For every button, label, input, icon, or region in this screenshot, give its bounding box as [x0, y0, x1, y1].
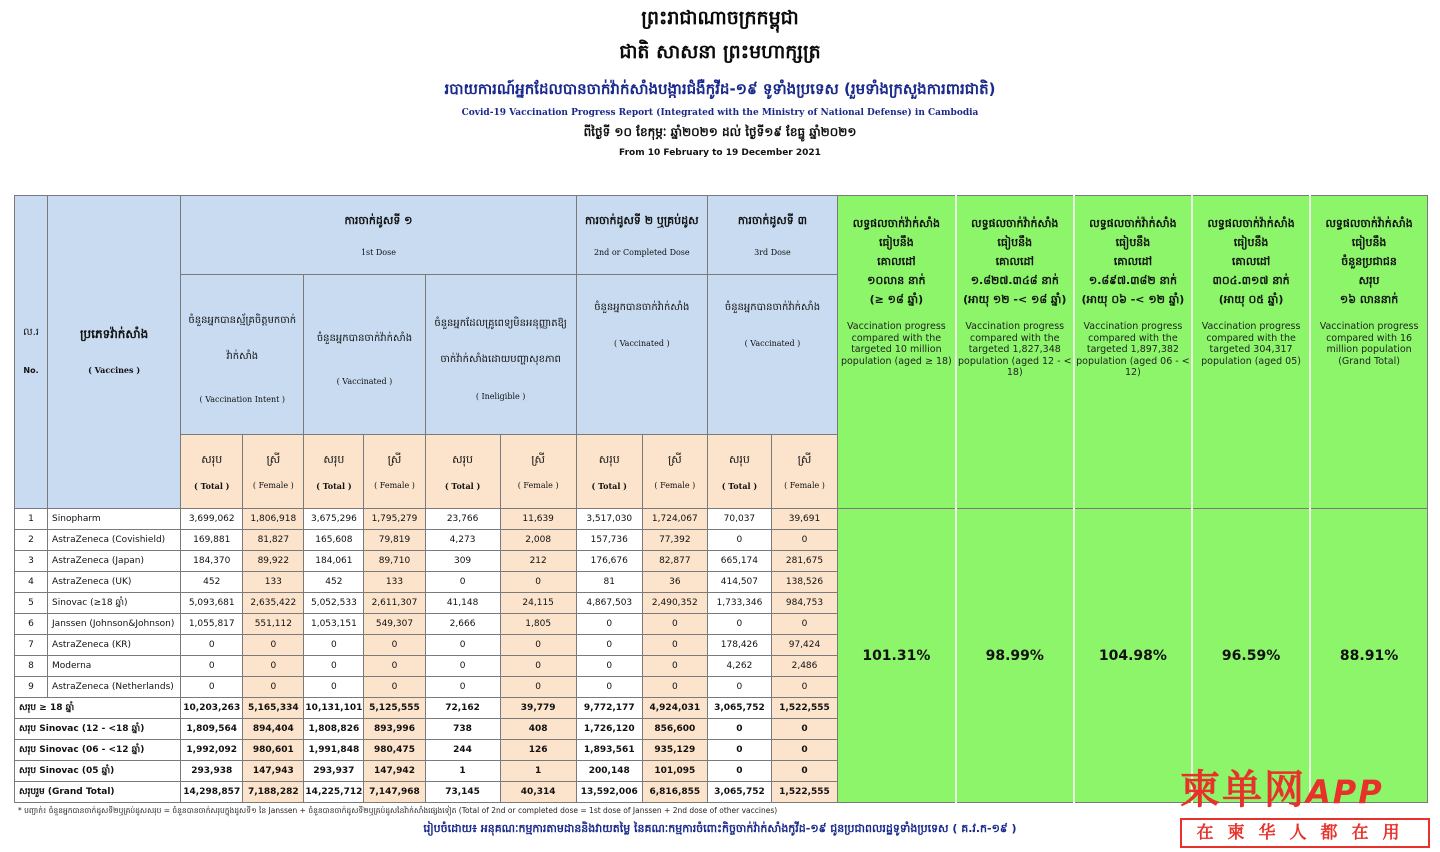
- total-count: 1,809,564: [181, 719, 243, 740]
- total-count: 9,772,177: [576, 698, 642, 719]
- total-count: 200,148: [576, 761, 642, 782]
- total-count: 0: [181, 656, 243, 677]
- female-header: ស្រី ( Female ): [243, 435, 304, 509]
- total-count: 1,053,151: [304, 614, 364, 635]
- female-count: 1,805: [500, 614, 576, 635]
- row-number: 8: [15, 656, 48, 677]
- female-count: 40,314: [500, 782, 576, 803]
- total-count: 2,666: [425, 614, 500, 635]
- female-count: 147,942: [364, 761, 425, 782]
- female-count: 935,129: [642, 740, 707, 761]
- total-count: 13,592,006: [576, 782, 642, 803]
- female-count: 82,877: [642, 551, 707, 572]
- total-count: 0: [425, 656, 500, 677]
- report-title-en: Covid-19 Vaccination Progress Report (Integrated with the Ministry of National Defense) in Cambodia: [461, 108, 979, 118]
- total-count: 169,881: [181, 530, 243, 551]
- target-progress-value: 98.99%: [956, 509, 1074, 803]
- total-count: 178,426: [707, 635, 771, 656]
- total-count: 0: [707, 530, 771, 551]
- female-count: 2,611,307: [364, 593, 425, 614]
- total-header: សរុប ( Total ): [181, 435, 243, 509]
- total-count: 244: [425, 740, 500, 761]
- total-count: 184,061: [304, 551, 364, 572]
- total-count: 665,174: [707, 551, 771, 572]
- female-count: 551,112: [243, 614, 304, 635]
- total-count: 452: [304, 572, 364, 593]
- dose2-header: ការចាក់ដូសទី ២ ឬគ្រប់ដូស 2nd or Completed Dose: [576, 196, 707, 275]
- total-count: 0: [576, 677, 642, 698]
- dose2-vaccinated-header: ចំនួនអ្នកបានចាក់វ៉ាក់សាំង ( Vaccinated ): [576, 275, 707, 435]
- total-count: 176,676: [576, 551, 642, 572]
- total-count: 5,052,533: [304, 593, 364, 614]
- total-count: 0: [181, 677, 243, 698]
- source-note: រៀបចំដោយ៖ អនុគណៈកម្មការតាមដាននិងវាយតម្លៃ នៃគណៈកម្មការចំពោះកិច្ចចាក់វ៉ាក់សាំងកូវីដ-១៩ ជូនប្រជាពលរដ្ឋទូទាំងប្រទេស ( គ.វ.ក-១៩ ): [423, 822, 1017, 835]
- female-count: 0: [364, 677, 425, 698]
- total-count: 165,608: [304, 530, 364, 551]
- female-count: 89,922: [243, 551, 304, 572]
- female-count: 97,424: [771, 635, 837, 656]
- table-body: [15, 509, 1428, 803]
- female-count: 984,753: [771, 593, 837, 614]
- female-header: ស្រី ( Female ): [364, 435, 425, 509]
- female-count: 0: [364, 635, 425, 656]
- total-count: 3,065,752: [707, 782, 771, 803]
- female-count: 101,095: [642, 761, 707, 782]
- row-number: 1: [15, 509, 48, 530]
- female-count: 1,522,555: [771, 782, 837, 803]
- target-12-18-header: លទ្ធផលចាក់វ៉ាក់សាំង ធៀបនឹង គោលដៅ ១.៨២៧.៣៤៨ នាក់ (អាយុ ១២ -< ១៨ ឆ្នាំ) Vaccination progress compared with the targeted 1,827,348 population (aged 12 - < 18): [956, 196, 1074, 509]
- female-count: 1,724,067: [642, 509, 707, 530]
- total-count: 4,262: [707, 656, 771, 677]
- target-06-12-header: លទ្ធផលចាក់វ៉ាក់សាំង ធៀបនឹង គោលដៅ ១.៨៩៧.៣៨២ នាក់ (អាយុ ០៦ -< ១២ ឆ្នាំ) Vaccination progress compared with the targeted 1,897,382 population (aged 06 - < 12): [1074, 196, 1192, 509]
- female-count: 7,188,282: [243, 782, 304, 803]
- vaccination-table: [14, 195, 1428, 803]
- female-count: 79,819: [364, 530, 425, 551]
- total-count: 10,203,263: [181, 698, 243, 719]
- female-count: 0: [500, 656, 576, 677]
- report-title-kh: របាយការណ៍អ្នកដែលបានចាក់វ៉ាក់សាំងបង្ការជំងឺកូវីដ-១៩ ទូទាំងប្រទេស (រួមទាំងក្រសួងការពារជាតិ): [444, 80, 996, 98]
- dose3-vaccinated-header: ចំនួនអ្នកបានចាក់វ៉ាក់សាំង ( Vaccinated ): [707, 275, 837, 435]
- female-count: 1,522,555: [771, 698, 837, 719]
- female-count: 0: [771, 530, 837, 551]
- total-header: សរុប ( Total ): [707, 435, 771, 509]
- female-count: 126: [500, 740, 576, 761]
- total-count: 0: [181, 635, 243, 656]
- female-count: 138,526: [771, 572, 837, 593]
- dose3-header: ការចាក់ដូសទី ៣ 3rd Dose: [707, 196, 837, 275]
- total-count: 3,699,062: [181, 509, 243, 530]
- watermark-app: APP: [1306, 773, 1384, 811]
- country-title: ព្រះរាជាណាចក្រកម្ពុជា: [641, 7, 799, 29]
- female-count: 856,600: [642, 719, 707, 740]
- female-header: ស្រី ( Female ): [500, 435, 576, 509]
- female-count: 0: [642, 677, 707, 698]
- female-count: 0: [771, 614, 837, 635]
- total-count: 1,992,092: [181, 740, 243, 761]
- female-count: 36: [642, 572, 707, 593]
- total-count: 293,938: [181, 761, 243, 782]
- total-count: 0: [304, 635, 364, 656]
- female-count: 2,008: [500, 530, 576, 551]
- female-count: 81,827: [243, 530, 304, 551]
- row-number: 4: [15, 572, 48, 593]
- female-count: 2,490,352: [642, 593, 707, 614]
- female-count: 0: [771, 719, 837, 740]
- target-05-header: លទ្ធផលចាក់វ៉ាក់សាំង ធៀបនឹង គោលដៅ ៣០៤.៣១៧ នាក់ (អាយុ ០៥ ឆ្នាំ) Vaccination progress compared with the targeted 304,317 population (aged 05): [1192, 196, 1310, 509]
- female-count: 5,125,555: [364, 698, 425, 719]
- female-count: 980,475: [364, 740, 425, 761]
- total-header: សរុប ( Total ): [425, 435, 500, 509]
- total-count: 70,037: [707, 509, 771, 530]
- total-count: 0: [707, 761, 771, 782]
- female-count: 39,691: [771, 509, 837, 530]
- female-count: 89,710: [364, 551, 425, 572]
- female-count: 549,307: [364, 614, 425, 635]
- female-count: 133: [243, 572, 304, 593]
- female-count: 147,943: [243, 761, 304, 782]
- summary-label: សរុប Sinovac (05 ឆ្នាំ): [15, 761, 181, 782]
- total-count: 0: [576, 614, 642, 635]
- vaccine-name: Sinovac (≥18 ឆ្នាំ): [48, 593, 181, 614]
- female-count: 408: [500, 719, 576, 740]
- female-count: 893,996: [364, 719, 425, 740]
- total-count: 0: [425, 572, 500, 593]
- period-en: From 10 February to 19 December 2021: [619, 148, 821, 158]
- vaccine-name: Moderna: [48, 656, 181, 677]
- vaccine-name: AstraZeneca (Netherlands): [48, 677, 181, 698]
- female-count: 0: [364, 656, 425, 677]
- total-count: 3,065,752: [707, 698, 771, 719]
- female-count: 0: [642, 614, 707, 635]
- total-count: 23,766: [425, 509, 500, 530]
- total-count: 0: [707, 719, 771, 740]
- female-count: 2,635,422: [243, 593, 304, 614]
- female-count: 0: [771, 761, 837, 782]
- female-count: 0: [243, 656, 304, 677]
- row-number: 6: [15, 614, 48, 635]
- total-count: 0: [707, 677, 771, 698]
- vaccine-name: Janssen (Johnson&Johnson): [48, 614, 181, 635]
- summary-label: សរុប Sinovac (06 - <12 ឆ្នាំ): [15, 740, 181, 761]
- row-number: 3: [15, 551, 48, 572]
- total-count: 0: [576, 656, 642, 677]
- total-count: 41,148: [425, 593, 500, 614]
- table-row: [15, 509, 1428, 530]
- summary-label: សរុប ≥ 18 ឆ្នាំ: [15, 698, 181, 719]
- total-header: សរុប ( Total ): [576, 435, 642, 509]
- total-count: 3,675,296: [304, 509, 364, 530]
- target-adults-header: លទ្ធផលចាក់វ៉ាក់សាំង ធៀបនឹង គោលដៅ ១០លាន នាក់ (≥ ១៨ ឆ្នាំ) Vaccination progress compared with the targeted 10 million population (aged ≥ 18): [838, 196, 956, 509]
- total-count: 14,225,712: [304, 782, 364, 803]
- footnote: * បញ្ជាក់៖ ចំនួនអ្នកបានចាក់ដូសទី២ឬគ្រប់ដូសសរុប = ចំនួនបានចាក់សរុបក្នុងដូសទី១ នៃ Janssen + ចំនួនបានចាក់ដូសទី២ឬគ្រប់ដូសនៃវ៉ាក់សាំងផ្សេងទៀត (Total of 2nd or completed dose = 1st dose of Janssen + 2nd dose of other vaccines): [18, 806, 778, 815]
- col-no-header: ល.រ No.: [15, 196, 48, 509]
- female-count: 1,806,918: [243, 509, 304, 530]
- period-kh: ពីថ្ងៃទី ១០ ខែកុម្ភៈ ឆ្នាំ២០២១ ដល់ ថ្ងៃទី១៩ ខែធ្នូ ឆ្នាំ២០២១: [583, 125, 857, 139]
- total-count: 1,893,561: [576, 740, 642, 761]
- female-count: 0: [500, 572, 576, 593]
- watermark-brand: 柬单网: [1180, 767, 1306, 813]
- female-count: 212: [500, 551, 576, 572]
- total-count: 10,131,101: [304, 698, 364, 719]
- summary-label: សរុបរួម (Grand Total): [15, 782, 181, 803]
- total-count: 0: [425, 677, 500, 698]
- total-count: 1,991,848: [304, 740, 364, 761]
- female-count: 0: [771, 740, 837, 761]
- female-count: 77,392: [642, 530, 707, 551]
- total-count: 293,937: [304, 761, 364, 782]
- total-count: 3,517,030: [576, 509, 642, 530]
- total-header: សរុប ( Total ): [304, 435, 364, 509]
- row-number: 9: [15, 677, 48, 698]
- target-progress-value: 104.98%: [1074, 509, 1192, 803]
- dose1-header: ការចាក់ដូសទី ១ 1st Dose: [181, 196, 577, 275]
- total-count: 309: [425, 551, 500, 572]
- female-header: ស្រី ( Female ): [642, 435, 707, 509]
- total-count: 452: [181, 572, 243, 593]
- total-count: 184,370: [181, 551, 243, 572]
- target-grand-header: លទ្ធផលចាក់វ៉ាក់សាំង ធៀបនឹង ចំនួនប្រជាជន សរុប ១៦ លាននាក់ Vaccination progress compared with 16 million population (Grand Total): [1310, 196, 1427, 509]
- vaccine-name: AstraZeneca (UK): [48, 572, 181, 593]
- female-count: 0: [500, 677, 576, 698]
- female-count: 0: [642, 635, 707, 656]
- watermark-slogan: 在柬华人都在用: [1180, 818, 1430, 848]
- total-count: 1,726,120: [576, 719, 642, 740]
- total-count: 414,507: [707, 572, 771, 593]
- female-count: 0: [642, 656, 707, 677]
- female-count: 39,779: [500, 698, 576, 719]
- vaccine-name: AstraZeneca (KR): [48, 635, 181, 656]
- female-count: 894,404: [243, 719, 304, 740]
- total-count: 4,867,503: [576, 593, 642, 614]
- female-count: 1,795,279: [364, 509, 425, 530]
- female-count: 0: [500, 635, 576, 656]
- total-count: 0: [304, 656, 364, 677]
- row-number: 2: [15, 530, 48, 551]
- female-count: 4,924,031: [642, 698, 707, 719]
- total-count: 14,298,857: [181, 782, 243, 803]
- total-count: 0: [707, 740, 771, 761]
- row-number: 7: [15, 635, 48, 656]
- total-count: 0: [576, 635, 642, 656]
- total-count: 157,736: [576, 530, 642, 551]
- female-count: 0: [771, 677, 837, 698]
- total-count: 1: [425, 761, 500, 782]
- female-count: 2,486: [771, 656, 837, 677]
- vaccinated-header: ចំនួនអ្នកបានចាក់វ៉ាក់សាំង ( Vaccinated ): [304, 275, 425, 435]
- vaccine-name: AstraZeneca (Japan): [48, 551, 181, 572]
- total-count: 72,162: [425, 698, 500, 719]
- col-vaccine-header: ប្រភេទវ៉ាក់សាំង ( Vaccines ): [48, 196, 181, 509]
- intent-header: ចំនួនអ្នកបានស្ម័គ្រចិត្តមកចាក់វ៉ាក់សាំង ( Vaccination Intent ): [181, 275, 304, 435]
- female-count: 0: [243, 677, 304, 698]
- target-progress-value: 96.59%: [1192, 509, 1310, 803]
- female-count: 7,147,968: [364, 782, 425, 803]
- vaccine-name: AstraZeneca (Covishield): [48, 530, 181, 551]
- target-progress-value: 88.91%: [1310, 509, 1427, 803]
- row-number: 5: [15, 593, 48, 614]
- total-count: 1,733,346: [707, 593, 771, 614]
- female-count: 1: [500, 761, 576, 782]
- female-count: 0: [243, 635, 304, 656]
- total-count: 81: [576, 572, 642, 593]
- motto: ជាតិ សាសនា ព្រះមហាក្សត្រ: [619, 41, 821, 63]
- total-count: 1,808,826: [304, 719, 364, 740]
- vaccine-name: Sinopharm: [48, 509, 181, 530]
- total-count: 0: [707, 614, 771, 635]
- female-count: 6,816,855: [642, 782, 707, 803]
- total-count: 0: [425, 635, 500, 656]
- summary-label: សរុប Sinovac (12 - <18 ឆ្នាំ): [15, 719, 181, 740]
- female-count: 281,675: [771, 551, 837, 572]
- total-count: 73,145: [425, 782, 500, 803]
- female-count: 980,601: [243, 740, 304, 761]
- total-count: 0: [304, 677, 364, 698]
- target-progress-value: 101.31%: [838, 509, 956, 803]
- total-count: 5,093,681: [181, 593, 243, 614]
- female-header: ស្រី ( Female ): [771, 435, 837, 509]
- female-count: 24,115: [500, 593, 576, 614]
- total-count: 738: [425, 719, 500, 740]
- female-count: 11,639: [500, 509, 576, 530]
- female-count: 5,165,334: [243, 698, 304, 719]
- ineligible-header: ចំនួនអ្នកដែលគ្រូពេទ្យមិនអនុញ្ញាតឱ្យចាក់វ៉ាក់សាំងដោយបញ្ហាសុខភាព ( Ineligible ): [425, 275, 576, 435]
- total-count: 1,055,817: [181, 614, 243, 635]
- total-count: 4,273: [425, 530, 500, 551]
- female-count: 133: [364, 572, 425, 593]
- watermark-logo: [1180, 766, 1430, 848]
